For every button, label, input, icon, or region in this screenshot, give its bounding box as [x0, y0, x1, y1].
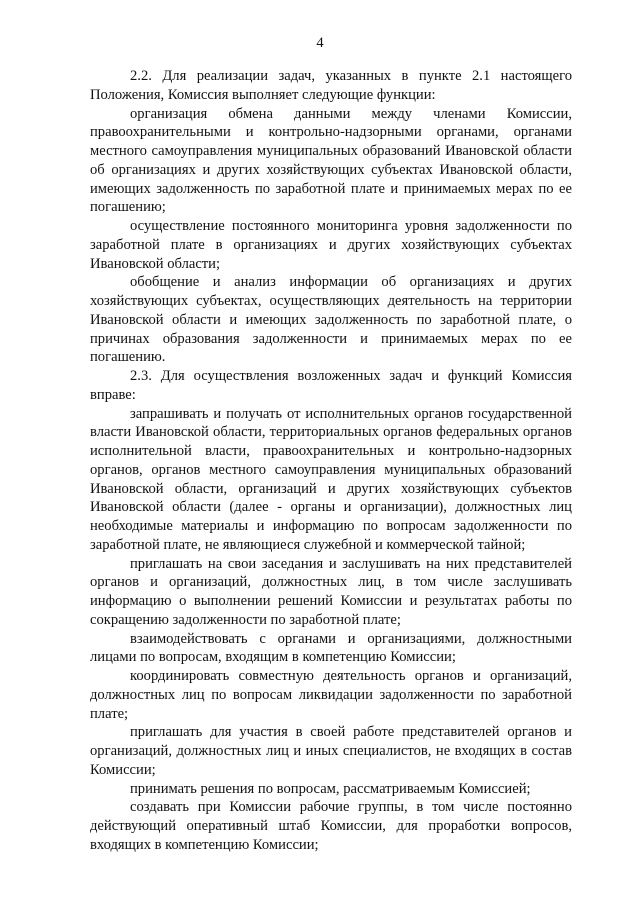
right-item: координировать совместную деятельность органов и организаций, должностных лиц по вопросам ликвидации задолженности по заработной плате; — [90, 668, 572, 722]
right-item: приглашать на свои заседания и заслушивать на них представителей органов и организаций, должностных лиц, в том числе заслушивать информацию о выполнении решений Комиссии и результатах работы по сокращению задолженности по заработной плате; — [90, 555, 572, 628]
right-item: приглашать для участия в своей работе представителей органов и организаций, должностных лиц и иных специалистов, не входящих в состав Комиссии; — [90, 724, 572, 778]
right-item: создавать при Комиссии рабочие группы, в том числе постоянно действующий оперативный штаб Комиссии, для проработки вопросов, входящих в компетенцию Комиссии; — [90, 799, 572, 853]
function-item: организация обмена данными между членами Комиссии, правоохранительными и контрольно-надзорными органами, органами местного самоуправления муниципальных образований Ивановской области об организациях и других хозяйствующих субъектах Ивановской области, имеющих задолженность по заработной плате и принимаемых мерах по ее погашению; — [90, 105, 572, 216]
section-2-3-intro: 2.3. Для осуществления возложенных задач и функций Комиссия вправе: — [90, 368, 572, 403]
function-item: осуществление постоянного мониторинга уровня задолженности по заработной плате в организациях и других хозяйствующих субъектах Ивановской области; — [90, 218, 572, 272]
right-item: запрашивать и получать от исполнительных органов государственной власти Ивановской области, территориальных органов федеральных органов исполнительной власти, правоохранительных и контрольно-надзорных органов, органов местного самоуправления муниципальных образований Ивановской области, организаций и других хозяйствующих субъектов Ивановской области (далее - органы и организации), должностных лиц необходимые материалы и информацию по вопросам задолженности по заработной плате, не являющиеся служебной и коммерческой тайной; — [90, 405, 572, 553]
function-item: обобщение и анализ информации об организациях и других хозяйствующих субъектах, осуществляющих деятельность на территории Ивановской области и имеющих задолженность по заработной плате, о причинах образования задолженности и принимаемых мерах по ее погашению. — [90, 274, 572, 366]
right-item: взаимодействовать с органами и организациями, должностными лицами по вопросам, входящим в компетенцию Комиссии; — [90, 630, 572, 666]
page-number: 4 — [316, 35, 324, 51]
section-2-2-intro: 2.2. Для реализации задач, указанных в пункте 2.1 настоящего Положения, Комиссия выполняет следующие функции: — [90, 68, 572, 103]
document-body — [90, 67, 572, 855]
right-item: принимать решения по вопросам, рассматриваемым Комиссией; — [130, 780, 531, 797]
